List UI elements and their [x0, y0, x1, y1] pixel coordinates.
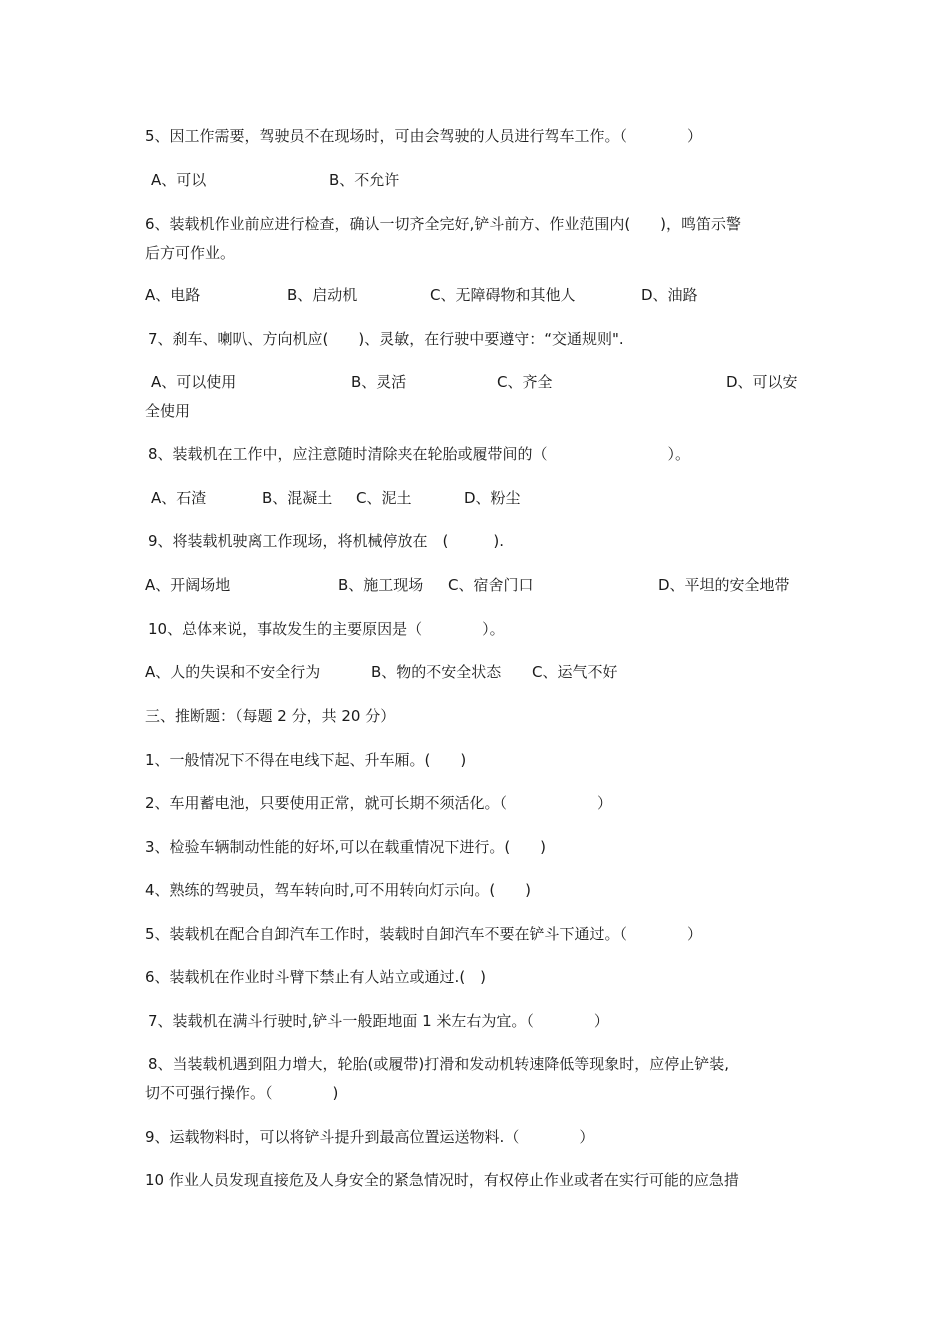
question-5-option-a: A、可以 — [151, 171, 207, 189]
section-3-heading: 三、推断题：（每题 2 分，共 20 分） — [145, 707, 396, 725]
tf-question-2: 2、车用蓄电池，只要使用正常，就可长期不须活化。（ ） — [145, 794, 613, 812]
question-6-stem-line1: 6、装载机作业前应进行检查，确认一切齐全完好,铲斗前方、作业范围内( )，鸣笛示警 — [145, 215, 742, 233]
question-9-option-c: C、宿舍门口 — [448, 576, 534, 594]
tf-question-6: 6、装载机在作业时斗臂下禁止有人站立或通过.( ) — [145, 968, 487, 986]
question-6-option-a: A、电路 — [145, 286, 201, 304]
question-9-option-b: B、施工现场 — [338, 576, 424, 594]
tf-question-3: 3、检验车辆制动性能的好坏,可以在载重情况下进行。( ) — [145, 838, 547, 856]
question-9-option-a: A、开阔场地 — [145, 576, 231, 594]
tf-question-10: 10 作业人员发现直接危及人身安全的紧急情况时，有权停止作业或者在实行可能的应急措 — [145, 1171, 739, 1189]
question-10-option-a: A、人的失误和不安全行为 — [145, 663, 321, 681]
question-8-option-c: C、泥土 — [356, 489, 412, 507]
question-7-option-a: A、可以使用 — [151, 373, 237, 391]
question-10-option-c: C、运气不好 — [532, 663, 618, 681]
question-8-option-b: B、混凝土 — [262, 489, 333, 507]
tf-question-5: 5、装载机在配合自卸汽车工作时，装载时自卸汽车不要在铲斗下通过。（ ） — [145, 925, 703, 943]
question-8-stem: 8、装载机在工作中，应注意随时清除夹在轮胎或履带间的（ ）。 — [148, 445, 691, 463]
question-7-option-c: C、齐全 — [497, 373, 553, 391]
tf-question-8-line2: 切不可强行操作。（ ) — [145, 1084, 339, 1102]
question-8-option-a: A、石渣 — [151, 489, 207, 507]
question-9-option-d: D、平坦的安全地带 — [658, 576, 790, 594]
question-10-option-b: B、物的不安全状态 — [371, 663, 502, 681]
question-6-stem-line2: 后方可作业。 — [145, 244, 236, 262]
tf-question-4: 4、熟练的驾驶员，驾车转向时,可不用转向灯示向。( ) — [145, 881, 532, 899]
question-7-option-d-cont: 全使用 — [145, 402, 191, 420]
question-8-option-d: D、粉尘 — [464, 489, 521, 507]
question-10-stem: 10、总体来说，事故发生的主要原因是（ ）。 — [148, 620, 505, 638]
tf-question-7: 7、装载机在满斗行驶时,铲斗一般距地面 1 米左右为宜。（ ） — [148, 1012, 609, 1030]
question-5-stem: 5、因工作需要，驾驶员不在现场时，可由会驾驶的人员进行驾车工作。（ ） — [145, 127, 703, 145]
question-6-option-d: D、油路 — [641, 286, 698, 304]
question-7-stem: 7、刹车、喇叭、方向机应( )、灵敏，在行驶中要遵守：“交通规则". — [148, 330, 624, 348]
question-9-stem: 9、将装载机驶离工作现场，将机械停放在 ( ). — [148, 532, 505, 550]
question-7-option-b: B、灵活 — [351, 373, 407, 391]
tf-question-8-line1: 8、当装载机遇到阻力增大，轮胎(或履带)打滑和发动机转速降低等现象时，应停止铲装, — [148, 1055, 730, 1073]
question-5-option-b: B、不允许 — [329, 171, 400, 189]
tf-question-9: 9、运载物料时，可以将铲斗提升到最高位置运送物料.（ ） — [145, 1128, 595, 1146]
question-6-option-b: B、启动机 — [287, 286, 358, 304]
question-6-option-c: C、无障碍物和其他人 — [430, 286, 576, 304]
question-7-option-d: D、可以安 — [726, 373, 798, 391]
tf-question-1: 1、一般情况下不得在电线下起、升车厢。( ) — [145, 751, 467, 769]
